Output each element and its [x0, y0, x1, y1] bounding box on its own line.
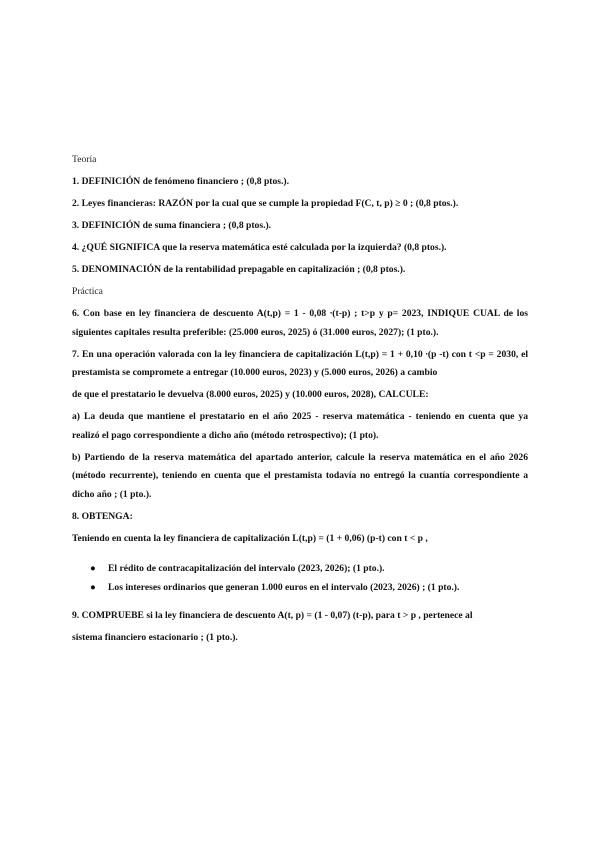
list-item	[72, 579, 528, 598]
question-9: 9. COMPRUEBE si la ley financiera de descuento A(t, p) = (1 - 0,07) (t-p), para t > p , pertenece al	[72, 609, 473, 621]
question-8-intro: Teniendo en cuenta la ley financiera de capitalización L(t,p) = (1 + 0,06) (p-t) con t < p ,	[72, 532, 428, 544]
bullet-icon: ●	[90, 581, 96, 593]
list-item-text: Los intereses ordinarios que generan 1.000 euros en el intervalo (2023, 2026) ; (1 pto.).	[108, 581, 460, 593]
question-7: 7. En una operación valorada con la ley financiera de capitalización L(t,p) = 1 + 0,10 ∙(p -t) con t <p = 2030, el prestamista se compromete a entregar (10.000 euros, 2023) y (5.000 euros, 2026) a cambio	[72, 348, 528, 378]
question-8: 8. OBTENGA:	[72, 510, 133, 522]
question-9-continuation: sistema financiero estacionario ; (1 pto.).	[72, 631, 238, 643]
list-item	[72, 560, 528, 579]
teoria-heading: Teoría	[72, 154, 97, 165]
question-4: 4. ¿QUÉ SIGNIFICA que la reserva matemática esté calculada por la izquierda? (0,8 ptos.).	[72, 242, 447, 253]
question-5: 5. DENOMINACIÓN de la rentabilidad prepagable en capitalización ; (0,8 ptos.).	[72, 264, 406, 275]
question-1: 1. DEFINICIÓN de fenómeno financiero ; (0,8 ptos.).	[72, 176, 290, 187]
question-3: 3. DEFINICIÓN de suma financiera ; (0,8 ptos.).	[72, 220, 272, 231]
practica-heading: Práctica	[72, 286, 103, 297]
exam-content	[72, 151, 528, 647]
list-item-text: El rédito de contracapitalización del intervalo (2023, 2026); (1 pto.).	[108, 563, 385, 574]
question-8-list	[72, 560, 528, 597]
question-6: 6. Con base en ley financiera de descuento A(t,p) = 1 - 0,08 ∙(t-p) ; t>p y p= 2023, INDIQUE CUAL de los siguientes capitales resulta preferible: (25.000 euros, 2025) ó (31.000 euros, 2027); (1 pto.).	[72, 308, 528, 338]
bullet-icon: ●	[90, 563, 96, 574]
question-7-continuation: de que el prestatario le devuelva (8.000 euros, 2025) y (10.000 euros, 2028), CALCULE:	[72, 389, 429, 400]
question-2: 2. Leyes financieras: RAZÓN por la cual que se cumple la propiedad F(C, t, p) ≥ 0 ; (0,8 ptos.).	[72, 198, 459, 209]
question-7a: a) La deuda que mantiene el prestatario en el año 2025 - reserva matemática - teniendo en cuenta que ya realizó el pago correspondiente a dicho año (método retrospectivo); (1 pto).	[72, 411, 528, 441]
question-7b: b) Partiendo de la reserva matemática del apartado anterior, calcule la reserva matemática en el año 2026 (método recurrente), teniendo en cuenta que el prestamista todavía no entregó la cuantía correspondiente a dicho año ; (1 pto.).	[72, 451, 528, 500]
